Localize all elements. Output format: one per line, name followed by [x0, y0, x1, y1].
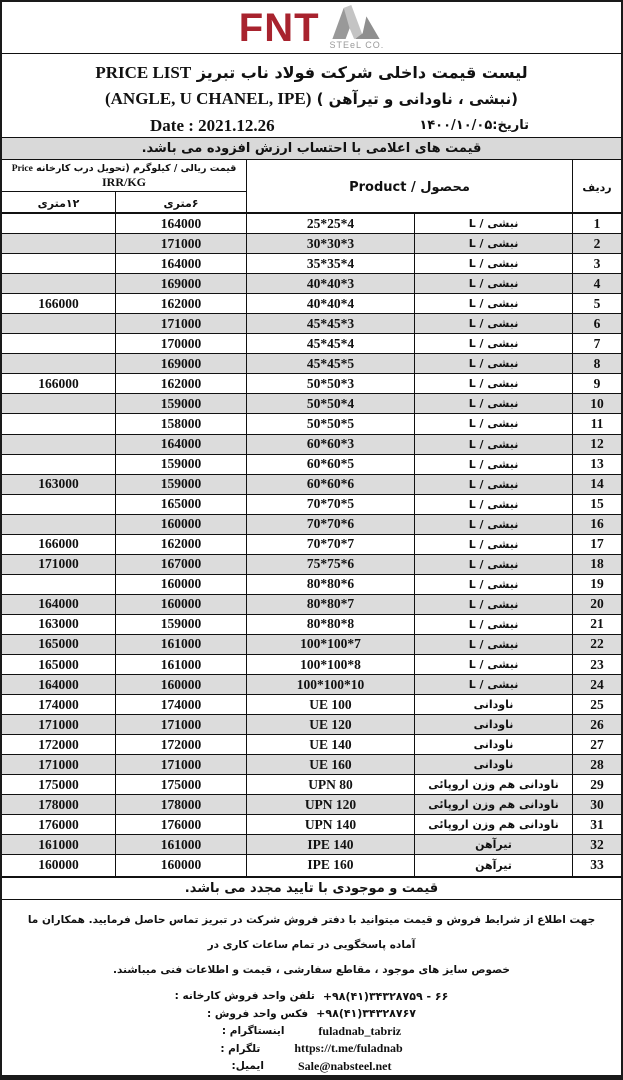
subtitle-en: (ANGLE, U CHANEL, IPE) — [104, 89, 312, 109]
row-number-cell: 4 — [572, 274, 621, 293]
table-row — [2, 855, 621, 875]
product-type-cell: نبشی / L — [414, 314, 572, 333]
product-size-cell: 70*70*5 — [246, 495, 414, 514]
price-12m-cell: 161000 — [38, 836, 79, 852]
price-header-en: Price — [11, 163, 33, 174]
price-6m-cell: 171000 — [115, 314, 246, 333]
table-row — [2, 535, 621, 555]
product-size-cell: 75*75*6 — [246, 555, 414, 574]
column-header-6m: ۶متری — [115, 192, 246, 214]
product-type-cell: نبشی / L — [414, 414, 572, 433]
contact-label: تلفن واحد فروش کارخانه : — [174, 990, 315, 1003]
table-row — [2, 795, 621, 815]
product-size-cell: UE 160 — [246, 755, 414, 774]
row-number-cell: 24 — [572, 675, 621, 694]
price-6m-cell: 162000 — [115, 535, 246, 554]
price-6m-cell: 159000 — [115, 455, 246, 474]
row-number-cell: 14 — [572, 475, 621, 494]
title-en: PRICE LIST — [95, 63, 192, 83]
product-type-cell: تیرآهن — [414, 835, 572, 854]
price-header-text — [12, 163, 237, 175]
reconfirm-notice-bar: قیمت و موجودی با تایید مجدد می باشد. — [2, 878, 621, 900]
product-type-cell: ناودانی — [414, 715, 572, 734]
product-size-cell: UPN 120 — [246, 795, 414, 814]
price-12m-cell — [2, 234, 115, 253]
product-type-cell: نبشی / L — [414, 515, 572, 534]
product-size-cell: 50*50*4 — [246, 394, 414, 413]
table-row — [2, 615, 621, 635]
row-number-cell: 28 — [572, 755, 621, 774]
product-type-cell: نبشی / L — [414, 254, 572, 273]
price-12m-cell: 174000 — [38, 696, 79, 712]
sales-info-line1: جهت اطلاع از شرایط فروش و قیمت میتوانید با دفتر فروش شرکت در تبریز تماس حاصل فرمایید. همکاران ما آماده پاسخگویی در تمام ساعات کاری در — [27, 913, 596, 951]
row-number-cell: 11 — [572, 414, 621, 433]
column-header-row-number: ردیف — [572, 160, 621, 214]
contact-value[interactable]: https://t.me/fuladnab — [294, 1041, 403, 1056]
product-type-cell: نبشی / L — [414, 274, 572, 293]
sales-info-line2: خصوص سایز های موجود ، مقاطع سفارشی ، قیمت و اطلاعات فنی میباشند. — [113, 963, 510, 976]
price-6m-cell: 162000 — [115, 294, 246, 313]
subtitle-fa: (نبشی ، ناودانی و تیرآهن ) — [316, 90, 518, 109]
product-size-cell: 60*60*5 — [246, 455, 414, 474]
price-12m-cell — [2, 455, 115, 474]
price-12m-cell — [2, 575, 115, 594]
price-12m-cell: 163000 — [38, 476, 79, 492]
column-header-12m: ۱۲متری — [37, 196, 80, 210]
product-size-cell: 45*45*4 — [246, 334, 414, 353]
row-number-cell: 29 — [572, 775, 621, 794]
row-number-cell: 10 — [572, 394, 621, 413]
product-size-cell: 50*50*5 — [246, 414, 414, 433]
table-row — [2, 635, 621, 655]
contact-value: +۹۸(۴۱)۳۴۳۲۸۷۶۷ — [316, 1007, 417, 1021]
table-row — [2, 294, 621, 314]
product-size-cell: 60*60*3 — [246, 435, 414, 454]
date-gregorian: Date : 2021.12.26 — [150, 115, 275, 135]
product-type-cell: نبشی / L — [414, 374, 572, 393]
price-12m-cell: 165000 — [38, 636, 79, 652]
price-12m-cell: 163000 — [38, 616, 79, 632]
contact-label: تلگرام : — [220, 1042, 261, 1055]
price-6m-cell: 171000 — [115, 234, 246, 253]
price-12m-cell — [2, 334, 115, 353]
row-number-cell: 6 — [572, 314, 621, 333]
product-size-cell: 30*30*3 — [246, 234, 414, 253]
table-row — [2, 835, 621, 855]
price-12m-cell: 175000 — [38, 776, 79, 792]
row-number-cell: 3 — [572, 254, 621, 273]
table-row — [2, 595, 621, 615]
contact-row — [2, 1005, 621, 1023]
table-row — [2, 555, 621, 575]
row-number-cell: 8 — [572, 354, 621, 373]
product-type-cell: نبشی / L — [414, 595, 572, 614]
product-type-cell: نبشی / L — [414, 294, 572, 313]
date-jalali — [419, 118, 529, 133]
product-size-cell: 100*100*8 — [246, 655, 414, 674]
row-number-cell: 23 — [572, 655, 621, 674]
price-12m-cell: 176000 — [38, 816, 79, 832]
product-size-cell: 80*80*8 — [246, 615, 414, 634]
price-column-header — [2, 160, 246, 192]
table-row — [2, 575, 621, 595]
product-size-cell: 25*25*4 — [246, 214, 414, 233]
table-row — [2, 374, 621, 394]
product-size-cell: 60*60*6 — [246, 475, 414, 494]
price-header-fa: قیمت ریالی / کیلوگرم (تحویل درب کارخانه — [36, 162, 237, 174]
price-12m-cell: 172000 — [38, 736, 79, 752]
row-number-cell: 19 — [572, 575, 621, 594]
contact-value[interactable]: Sale@nabsteel.net — [297, 1058, 392, 1073]
product-size-cell: UE 140 — [246, 735, 414, 754]
price-12m-cell: 171000 — [38, 556, 79, 572]
row-number-cell: 2 — [572, 234, 621, 253]
price-6m-cell: 160000 — [115, 595, 246, 614]
price-12m-cell: 164000 — [38, 596, 79, 612]
contact-row — [2, 988, 621, 1006]
contact-row — [2, 1058, 621, 1076]
steel-mountain-logo-icon — [330, 5, 382, 39]
price-6m-cell: 160000 — [115, 855, 246, 875]
price-12m-cell — [2, 254, 115, 273]
price-6m-cell: 176000 — [115, 815, 246, 834]
price-6m-cell: 164000 — [115, 254, 246, 273]
product-type-cell: ناودانی — [414, 755, 572, 774]
price-12m-cell — [2, 214, 115, 233]
price-12m-cell — [2, 495, 115, 514]
price-6m-cell: 160000 — [115, 675, 246, 694]
price-12m-cell: 171000 — [38, 756, 79, 772]
price-12m-cell: 165000 — [38, 656, 79, 672]
row-number-cell: 7 — [572, 334, 621, 353]
product-size-cell: 70*70*6 — [246, 515, 414, 534]
row-number-cell: 17 — [572, 535, 621, 554]
table-row — [2, 675, 621, 695]
contact-label: فکس واحد فروش : — [207, 1007, 309, 1020]
product-type-cell: ناودانی — [414, 695, 572, 714]
table-row — [2, 394, 621, 414]
price-6m-cell: 167000 — [115, 555, 246, 574]
product-type-cell: ناودانی هم وزن اروپائی — [414, 815, 572, 834]
row-number-cell: 27 — [572, 735, 621, 754]
price-6m-cell: 174000 — [115, 695, 246, 714]
row-number-cell: 22 — [572, 635, 621, 654]
product-type-cell: نبشی / L — [414, 435, 572, 454]
price-table-body — [2, 214, 621, 877]
price-unit: IRR/KG — [101, 174, 146, 189]
product-size-cell: 35*35*4 — [246, 254, 414, 273]
price-6m-cell: 165000 — [115, 495, 246, 514]
product-size-cell: UE 120 — [246, 715, 414, 734]
document-title — [2, 60, 621, 86]
price-12m-cell — [2, 435, 115, 454]
row-number-cell: 31 — [572, 815, 621, 834]
price-12m-cell: 171000 — [38, 716, 79, 732]
fnt-logo: FNT — [238, 5, 320, 50]
product-size-cell: 80*80*6 — [246, 575, 414, 594]
product-type-cell: نبشی / L — [414, 455, 572, 474]
product-type-cell: نبشی / L — [414, 214, 572, 233]
row-number-cell: 1 — [572, 214, 621, 233]
price-6m-cell: 162000 — [115, 374, 246, 393]
row-number-cell: 30 — [572, 795, 621, 814]
table-row — [2, 775, 621, 795]
product-type-cell: نبشی / L — [414, 675, 572, 694]
price-12m-cell: 166000 — [38, 536, 79, 552]
row-number-cell: 20 — [572, 595, 621, 614]
contact-value: +۹۸(۴۱)۳۴۳۲۸۷۵۹ - ۶۶ — [322, 989, 449, 1003]
row-number-cell: 32 — [572, 835, 621, 854]
table-row — [2, 715, 621, 735]
price-12m-cell: 166000 — [38, 295, 79, 311]
price-6m-cell: 160000 — [115, 515, 246, 534]
date-jalali-label: تاریخ: — [492, 118, 529, 134]
product-size-cell: 45*45*5 — [246, 354, 414, 373]
table-row — [2, 414, 621, 434]
price-6m-cell: 164000 — [115, 435, 246, 454]
row-number-cell: 25 — [572, 695, 621, 714]
product-size-cell: UPN 80 — [246, 775, 414, 794]
price-6m-cell: 159000 — [115, 475, 246, 494]
product-type-cell: نبشی / L — [414, 555, 572, 574]
price-12m-cell — [2, 414, 115, 433]
price-12m-cell: 164000 — [38, 676, 79, 692]
row-number-cell: 5 — [572, 294, 621, 313]
product-size-cell: 45*45*3 — [246, 314, 414, 333]
price-12m-cell: 178000 — [38, 796, 79, 812]
contact-row — [2, 1023, 621, 1041]
row-number-cell: 12 — [572, 435, 621, 454]
table-row — [2, 695, 621, 715]
contact-label: اینستاگرام : — [221, 1025, 285, 1038]
price-6m-cell: 159000 — [115, 394, 246, 413]
product-type-cell: نبشی / L — [414, 334, 572, 353]
product-type-cell: ناودانی هم وزن اروپائی — [414, 775, 572, 794]
table-row — [2, 274, 621, 294]
product-type-cell: نبشی / L — [414, 234, 572, 253]
product-type-cell: نبشی / L — [414, 655, 572, 674]
table-row — [2, 455, 621, 475]
table-row — [2, 495, 621, 515]
product-size-cell: 40*40*3 — [246, 274, 414, 293]
product-size-cell: UPN 140 — [246, 815, 414, 834]
table-row — [2, 515, 621, 535]
product-type-cell: نبشی / L — [414, 635, 572, 654]
table-row — [2, 435, 621, 455]
table-row — [2, 314, 621, 334]
row-number-cell: 21 — [572, 615, 621, 634]
price-6m-cell: 171000 — [115, 755, 246, 774]
date-line — [2, 112, 621, 139]
price-6m-cell: 171000 — [115, 715, 246, 734]
logo-mark-wrap — [330, 5, 385, 50]
price-12m-cell: 160000 — [38, 857, 79, 873]
row-number-cell: 9 — [572, 374, 621, 393]
table-row — [2, 234, 621, 254]
product-size-cell: 70*70*7 — [246, 535, 414, 554]
price-6m-cell: 178000 — [115, 795, 246, 814]
vat-notice-bar: قیمت های اعلامی با احتساب ارزش افزوده می باشد. — [2, 138, 621, 160]
row-number-cell: 26 — [572, 715, 621, 734]
table-row — [2, 655, 621, 675]
row-number-cell: 16 — [572, 515, 621, 534]
price-6m-cell: 159000 — [115, 615, 246, 634]
title-fa: لیست قیمت داخلی شرکت فولاد ناب تبریز — [196, 63, 528, 83]
price-6m-cell: 172000 — [115, 735, 246, 754]
product-size-cell: 80*80*7 — [246, 595, 414, 614]
price-6m-cell: 175000 — [115, 775, 246, 794]
table-row — [2, 815, 621, 835]
product-size-cell: 100*100*7 — [246, 635, 414, 654]
product-size-cell: IPE 160 — [246, 855, 414, 875]
price-6m-cell: 169000 — [115, 274, 246, 293]
product-type-cell: نبشی / L — [414, 354, 572, 373]
title-block — [2, 54, 621, 138]
row-number-cell: 15 — [572, 495, 621, 514]
price-12m-cell — [2, 515, 115, 534]
contact-value[interactable]: fuladnab_tabriz — [318, 1023, 402, 1038]
price-12m-cell — [2, 394, 115, 413]
price-6m-cell: 164000 — [115, 214, 246, 233]
product-type-cell: نبشی / L — [414, 615, 572, 634]
column-header-product: محصول / Product — [246, 160, 572, 214]
table-row — [2, 735, 621, 755]
price-12m-cell: 166000 — [38, 375, 79, 391]
product-type-cell: نبشی / L — [414, 394, 572, 413]
table-row — [2, 334, 621, 354]
price-6m-cell: 170000 — [115, 334, 246, 353]
price-6m-cell: 161000 — [115, 835, 246, 854]
price-table-header — [2, 160, 621, 214]
table-row — [2, 354, 621, 374]
product-size-cell: 40*40*4 — [246, 294, 414, 313]
product-type-cell: نبشی / L — [414, 495, 572, 514]
date-jalali-value: ۱۴۰۰/۱۰/۰۵ — [419, 118, 493, 134]
row-number-cell: 13 — [572, 455, 621, 474]
product-type-cell: ناودانی — [414, 735, 572, 754]
price-12m-cell — [2, 274, 115, 293]
product-size-cell: 50*50*3 — [246, 374, 414, 393]
logo-subtitle: STEeL CO. — [329, 40, 385, 51]
price-6m-cell: 169000 — [115, 354, 246, 373]
table-row — [2, 214, 621, 234]
price-12m-cell — [2, 314, 115, 333]
product-type-cell: ناودانی هم وزن اروپائی — [414, 795, 572, 814]
sales-info-paragraph — [2, 900, 621, 985]
row-number-cell: 33 — [572, 855, 621, 875]
row-number-cell: 18 — [572, 555, 621, 574]
product-type-cell: نبشی / L — [414, 535, 572, 554]
contact-label: ایمیل: — [231, 1060, 264, 1073]
product-type-cell: تیرآهن — [414, 855, 572, 875]
logo-band — [2, 2, 621, 54]
table-row — [2, 475, 621, 495]
document-subtitle — [2, 86, 621, 112]
price-12m-cell — [2, 354, 115, 373]
price-6m-cell: 160000 — [115, 575, 246, 594]
contact-section — [2, 985, 621, 1076]
product-type-cell: نبشی / L — [414, 575, 572, 594]
product-type-cell: نبشی / L — [414, 475, 572, 494]
table-row — [2, 755, 621, 775]
table-row — [2, 254, 621, 274]
price-6m-cell: 161000 — [115, 635, 246, 654]
price-6m-cell: 161000 — [115, 655, 246, 674]
contact-row — [2, 1040, 621, 1058]
product-size-cell: 100*100*10 — [246, 675, 414, 694]
product-size-cell: IPE 140 — [246, 835, 414, 854]
price-6m-cell: 158000 — [115, 414, 246, 433]
product-size-cell: UE 100 — [246, 695, 414, 714]
